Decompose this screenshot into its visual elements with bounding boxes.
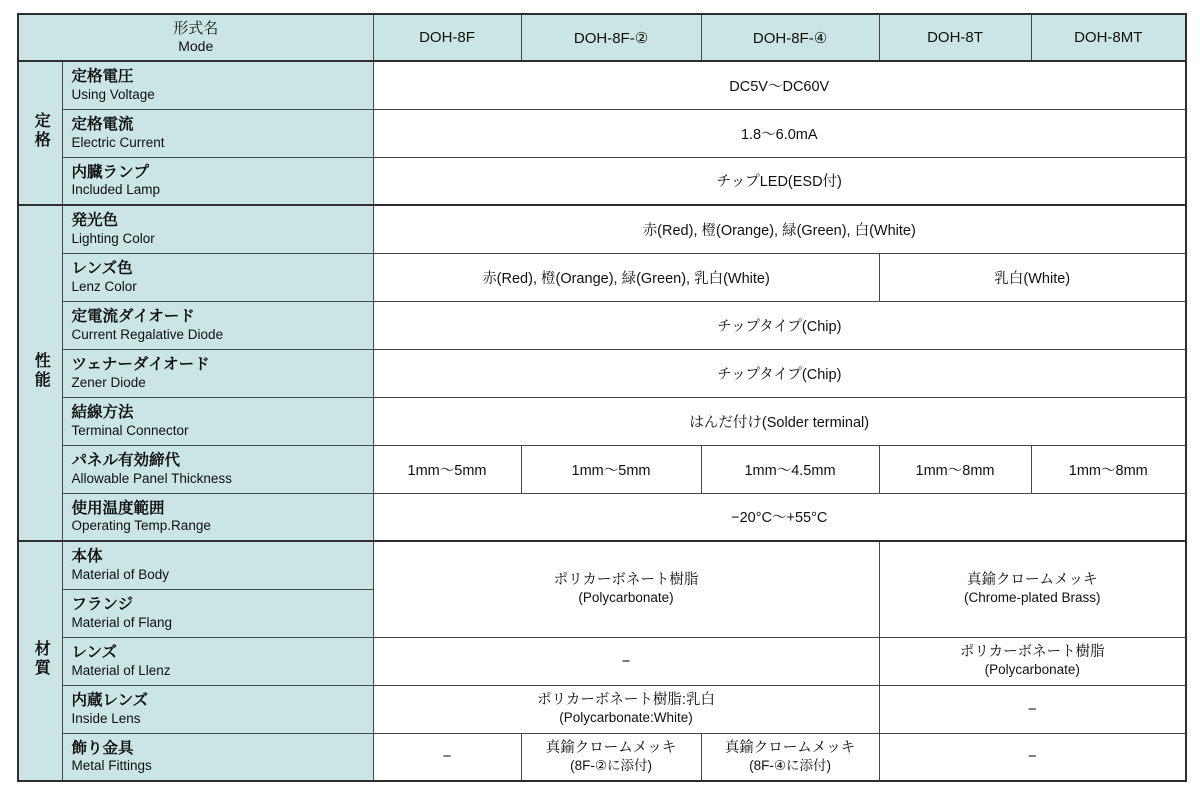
table-row <box>18 301 1186 349</box>
row-crd-value: チップタイプ(Chip) <box>373 301 1186 349</box>
material-fittings-value-1: − <box>373 733 521 781</box>
group-material-label: 材質 <box>32 639 50 678</box>
row-panel-value-4: 1mm〜8mm <box>879 445 1031 493</box>
table-row <box>18 541 1186 589</box>
row-body-label: 本体 Material of Body <box>62 541 373 589</box>
material-fittings-value-2: 真鍮クロームメッキ (8F-②に添付) <box>521 733 701 781</box>
row-lighting-color-label: 発光色 Lighting Color <box>62 205 373 253</box>
row-lens-color-label: レンズ色 Lenz Color <box>62 253 373 301</box>
row-crd-label: 定電流ダイオード Current Regalative Diode <box>62 301 373 349</box>
model-name-header <box>18 14 373 61</box>
model-name-en: Mode <box>178 38 214 55</box>
row-fittings-label: 飾り金具 Metal Fittings <box>62 733 373 781</box>
row-current-label: 定格電流 Electric Current <box>62 109 373 157</box>
table-row <box>18 733 1186 781</box>
row-lens-label: レンズ Material of Llenz <box>62 637 373 685</box>
table-row <box>18 445 1186 493</box>
material-lens-value-t: ポリカーボネート樹脂 (Polycarbonate) <box>879 637 1186 685</box>
material-inside-lens-value-f: ポリカーボネート樹脂:乳白 (Polycarbonate:White) <box>373 685 879 733</box>
column-header-doh-8mt: DOH-8MT <box>1031 14 1186 61</box>
column-header-doh-8f: DOH-8F <box>373 14 521 61</box>
row-temp-value: −20°C〜+55°C <box>373 493 1186 541</box>
row-zener-label: ツェナーダイオード Zener Diode <box>62 349 373 397</box>
row-lamp-label: 内臓ランプ Included Lamp <box>62 157 373 205</box>
material-lens-value-f: − <box>373 637 879 685</box>
table-row <box>18 61 1186 109</box>
row-voltage-value: DC5V〜DC60V <box>373 61 1186 109</box>
table-row <box>18 397 1186 445</box>
material-body-value-f: ポリカーボネート樹脂 (Polycarbonate) <box>373 541 879 637</box>
material-body-value-t: 真鍮クロームメッキ (Chrome-plated Brass) <box>879 541 1186 637</box>
row-inside-lens-label: 内蔵レンズ Inside Lens <box>62 685 373 733</box>
row-zener-value: チップタイプ(Chip) <box>373 349 1186 397</box>
model-name-ja: 形式名 <box>173 19 219 37</box>
table-row <box>18 349 1186 397</box>
row-lamp-value: チップLED(ESD付) <box>373 157 1186 205</box>
row-terminal-value: はんだ付け(Solder terminal) <box>373 397 1186 445</box>
table-row <box>18 637 1186 685</box>
group-performance <box>18 205 62 541</box>
column-header-doh-8f-2: DOH-8F-② <box>521 14 701 61</box>
column-header-doh-8t: DOH-8T <box>879 14 1031 61</box>
group-rating-label: 定格 <box>32 111 50 150</box>
table-row <box>18 205 1186 253</box>
row-flange-label: フランジ Material of Flang <box>62 589 373 637</box>
row-lens-color-value-f: 赤(Red), 橙(Orange), 緑(Green), 乳白(White) <box>373 253 879 301</box>
header-row <box>18 14 1186 61</box>
table-row <box>18 253 1186 301</box>
column-header-doh-8f-4: DOH-8F-④ <box>701 14 879 61</box>
table-row <box>18 157 1186 205</box>
row-panel-value-1: 1mm〜5mm <box>373 445 521 493</box>
group-rating <box>18 61 62 205</box>
table-row <box>18 109 1186 157</box>
group-material <box>18 541 62 781</box>
row-panel-label: パネル有効締代 Allowable Panel Thickness <box>62 445 373 493</box>
row-lens-color-value-t: 乳白(White) <box>879 253 1186 301</box>
row-panel-value-3: 1mm〜4.5mm <box>701 445 879 493</box>
table-row <box>18 493 1186 541</box>
row-panel-value-2: 1mm〜5mm <box>521 445 701 493</box>
row-current-value: 1.8〜6.0mA <box>373 109 1186 157</box>
row-panel-value-5: 1mm〜8mm <box>1031 445 1186 493</box>
table-row <box>18 685 1186 733</box>
spec-table <box>17 13 1187 782</box>
row-temp-label: 使用温度範囲 Operating Temp.Range <box>62 493 373 541</box>
row-voltage-label: 定格電圧 Using Voltage <box>62 61 373 109</box>
material-fittings-value-3: 真鍮クロームメッキ (8F-④に添付) <box>701 733 879 781</box>
row-terminal-label: 結線方法 Terminal Connector <box>62 397 373 445</box>
material-fittings-value-45: − <box>879 733 1186 781</box>
row-lighting-color-value: 赤(Red), 橙(Orange), 緑(Green), 白(White) <box>373 205 1186 253</box>
group-performance-label: 性能 <box>32 351 50 390</box>
material-inside-lens-value-t: − <box>879 685 1186 733</box>
